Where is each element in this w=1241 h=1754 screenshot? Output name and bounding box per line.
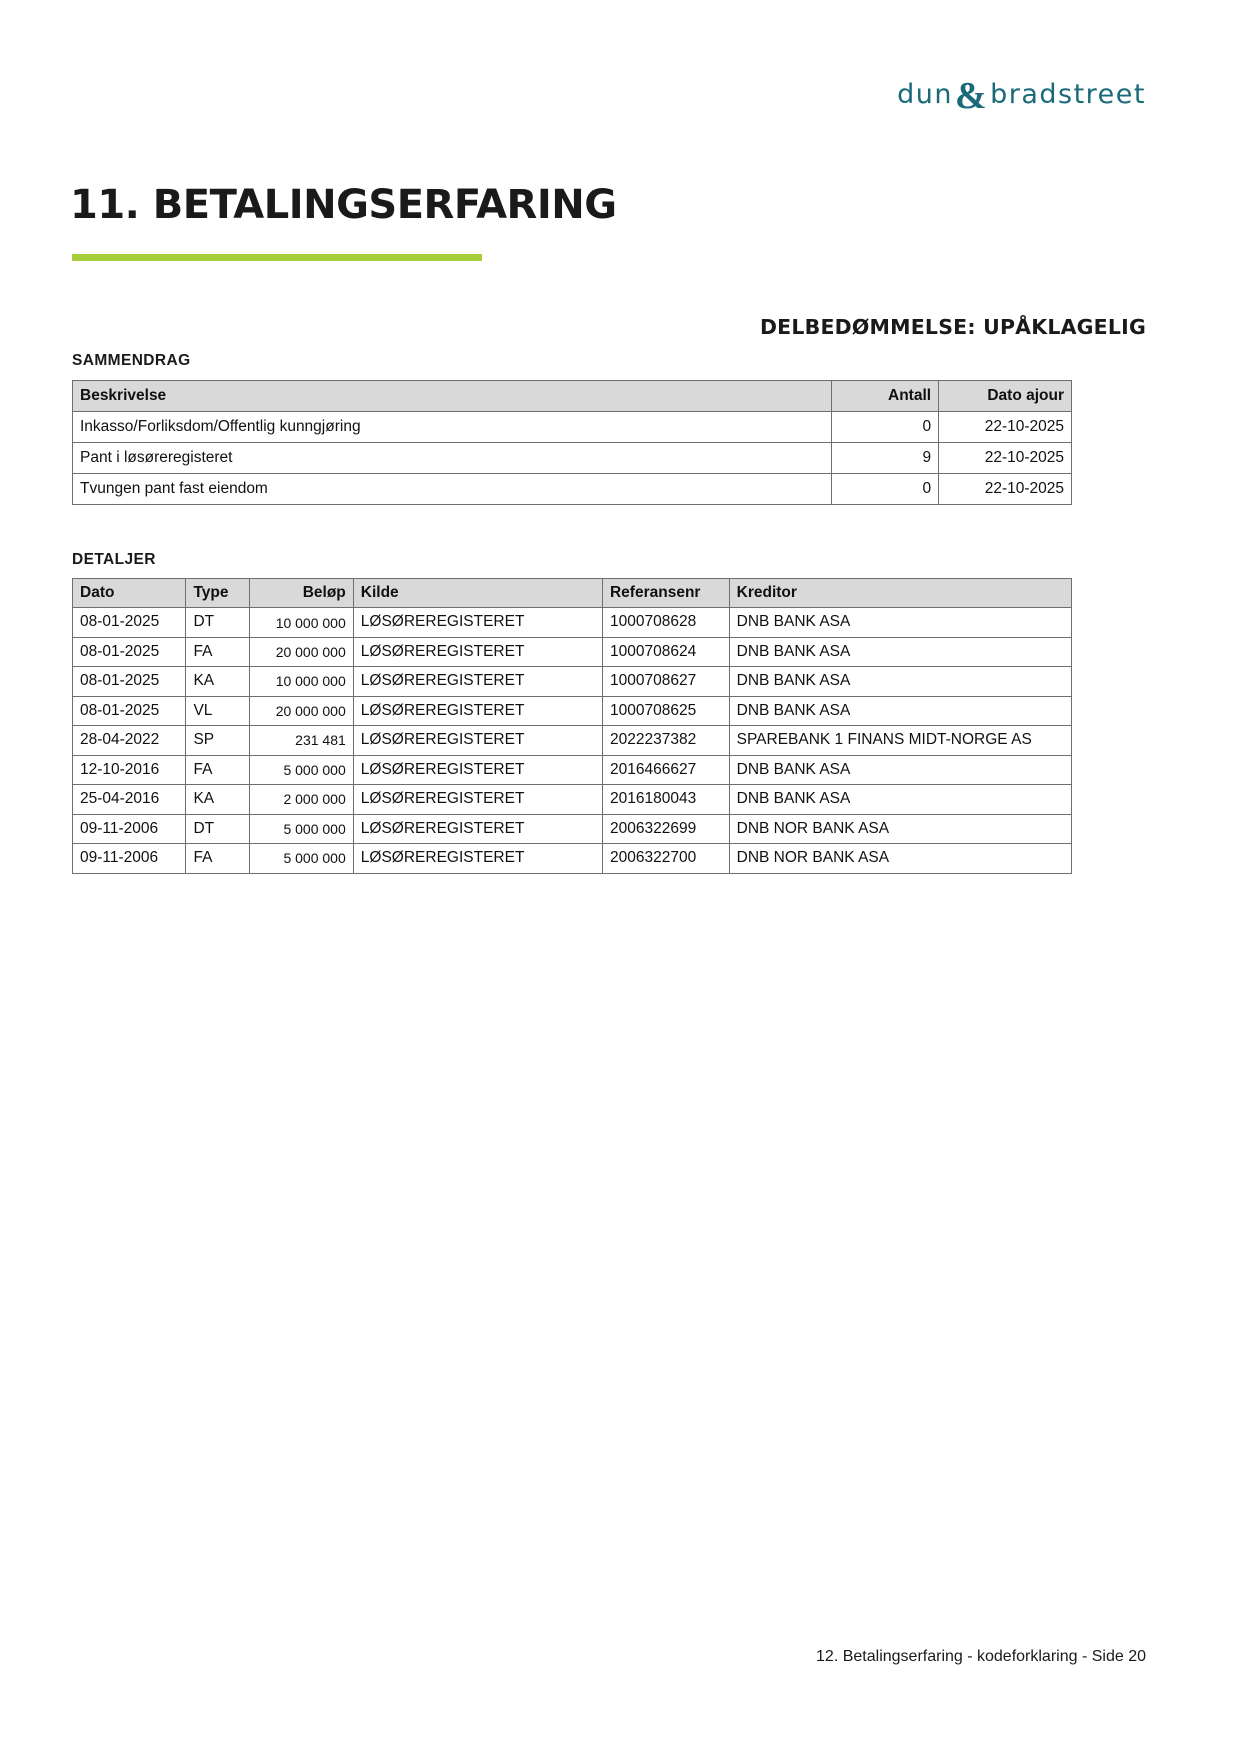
- dun-bradstreet-logo: [897, 72, 1146, 116]
- details-cell-kilde: LØSØREREGISTERET: [353, 814, 602, 843]
- details-cell-referansenr: 1000708628: [602, 608, 729, 637]
- summary-col-antall: Antall: [832, 381, 939, 412]
- details-cell-type: FA: [186, 637, 250, 666]
- summary-section-label: SAMMENDRAG: [72, 352, 191, 369]
- title-underline-rule: [72, 254, 482, 261]
- details-cell-kreditor: DNB NOR BANK ASA: [729, 814, 1071, 843]
- details-col-kreditor: Kreditor: [729, 579, 1071, 608]
- table-header-row: [73, 381, 1072, 412]
- table-row: [73, 696, 1072, 725]
- table-row: [73, 412, 1072, 443]
- details-cell-dato: 09-11-2006: [73, 814, 186, 843]
- table-row: [73, 443, 1072, 474]
- details-cell-dato: 09-11-2006: [73, 844, 186, 873]
- summary-cell-dato: 22-10-2025: [939, 412, 1072, 443]
- details-cell-kilde: LØSØREREGISTERET: [353, 844, 602, 873]
- details-cell-type: VL: [186, 696, 250, 725]
- details-cell-belop: 2 000 000: [250, 785, 354, 814]
- details-cell-belop: 5 000 000: [250, 755, 354, 784]
- details-cell-kreditor: DNB BANK ASA: [729, 637, 1071, 666]
- details-cell-kreditor: DNB BANK ASA: [729, 785, 1071, 814]
- summary-cell-beskrivelse: Pant i løsøreregisteret: [73, 443, 832, 474]
- details-cell-referansenr: 2016466627: [602, 755, 729, 784]
- page-footer: 12. Betalingserfaring - kodeforklaring - Side 20: [816, 1648, 1146, 1665]
- details-cell-kilde: LØSØREREGISTERET: [353, 726, 602, 755]
- details-cell-kreditor: DNB BANK ASA: [729, 696, 1071, 725]
- table-header-row: [73, 579, 1072, 608]
- details-cell-referansenr: 2006322699: [602, 814, 729, 843]
- details-cell-kreditor: DNB BANK ASA: [729, 608, 1071, 637]
- details-cell-belop: 5 000 000: [250, 814, 354, 843]
- details-cell-referansenr: 1000708624: [602, 637, 729, 666]
- summary-col-beskrivelse: Beskrivelse: [73, 381, 832, 412]
- details-cell-belop: 10 000 000: [250, 608, 354, 637]
- summary-cell-antall: 9: [832, 443, 939, 474]
- logo-ampersand: &: [954, 75, 989, 117]
- details-cell-type: FA: [186, 844, 250, 873]
- details-col-kilde: Kilde: [353, 579, 602, 608]
- table-row: [73, 726, 1072, 755]
- details-cell-dato: 25-04-2016: [73, 785, 186, 814]
- details-cell-kilde: LØSØREREGISTERET: [353, 637, 602, 666]
- details-cell-type: FA: [186, 755, 250, 784]
- details-section-label: DETALJER: [72, 551, 156, 568]
- details-cell-referansenr: 2022237382: [602, 726, 729, 755]
- details-cell-belop: 231 481: [250, 726, 354, 755]
- details-cell-kreditor: SPAREBANK 1 FINANS MIDT-NORGE AS: [729, 726, 1071, 755]
- details-cell-type: KA: [186, 667, 250, 696]
- summary-cell-beskrivelse: Tvungen pant fast eiendom: [73, 474, 832, 505]
- table-row: [73, 637, 1072, 666]
- logo-text-bradstreet: bradstreet: [990, 78, 1146, 110]
- details-cell-type: DT: [186, 608, 250, 637]
- table-row: [73, 667, 1072, 696]
- details-cell-dato: 08-01-2025: [73, 696, 186, 725]
- page-title: 11. BETALINGSERFARING: [70, 182, 617, 228]
- details-cell-dato: 28-04-2022: [73, 726, 186, 755]
- summary-col-dato-ajour: Dato ajour: [939, 381, 1072, 412]
- details-cell-belop: 20 000 000: [250, 637, 354, 666]
- details-col-type: Type: [186, 579, 250, 608]
- details-cell-dato: 08-01-2025: [73, 637, 186, 666]
- details-cell-belop: 10 000 000: [250, 667, 354, 696]
- summary-cell-antall: 0: [832, 474, 939, 505]
- summary-cell-antall: 0: [832, 412, 939, 443]
- details-cell-kilde: LØSØREREGISTERET: [353, 755, 602, 784]
- details-cell-referansenr: 2016180043: [602, 785, 729, 814]
- details-cell-dato: 08-01-2025: [73, 667, 186, 696]
- details-col-dato: Dato: [73, 579, 186, 608]
- details-col-referansenr: Referansenr: [602, 579, 729, 608]
- details-cell-dato: 12-10-2016: [73, 755, 186, 784]
- table-row: [73, 844, 1072, 873]
- details-cell-belop: 5 000 000: [250, 844, 354, 873]
- table-row: [73, 755, 1072, 784]
- details-cell-type: KA: [186, 785, 250, 814]
- summary-cell-dato: 22-10-2025: [939, 443, 1072, 474]
- details-cell-kreditor: DNB NOR BANK ASA: [729, 844, 1071, 873]
- details-cell-belop: 20 000 000: [250, 696, 354, 725]
- summary-cell-dato: 22-10-2025: [939, 474, 1072, 505]
- details-cell-type: SP: [186, 726, 250, 755]
- details-cell-type: DT: [186, 814, 250, 843]
- details-cell-referansenr: 1000708627: [602, 667, 729, 696]
- table-row: [73, 608, 1072, 637]
- details-cell-kreditor: DNB BANK ASA: [729, 667, 1071, 696]
- details-cell-referansenr: 1000708625: [602, 696, 729, 725]
- summary-cell-beskrivelse: Inkasso/Forliksdom/Offentlig kunngjøring: [73, 412, 832, 443]
- details-cell-kreditor: DNB BANK ASA: [729, 755, 1071, 784]
- summary-table: [72, 380, 1072, 505]
- table-row: [73, 474, 1072, 505]
- details-cell-kilde: LØSØREREGISTERET: [353, 667, 602, 696]
- sub-assessment-heading: DELBEDØMMELSE: UPÅKLAGELIG: [759, 315, 1146, 339]
- details-cell-referansenr: 2006322700: [602, 844, 729, 873]
- logo-text-dun: dun: [897, 78, 953, 110]
- details-cell-kilde: LØSØREREGISTERET: [353, 785, 602, 814]
- table-row: [73, 785, 1072, 814]
- details-cell-dato: 08-01-2025: [73, 608, 186, 637]
- table-row: [73, 814, 1072, 843]
- details-col-belop: Beløp: [250, 579, 354, 608]
- details-cell-kilde: LØSØREREGISTERET: [353, 608, 602, 637]
- details-cell-kilde: LØSØREREGISTERET: [353, 696, 602, 725]
- details-table: [72, 578, 1072, 874]
